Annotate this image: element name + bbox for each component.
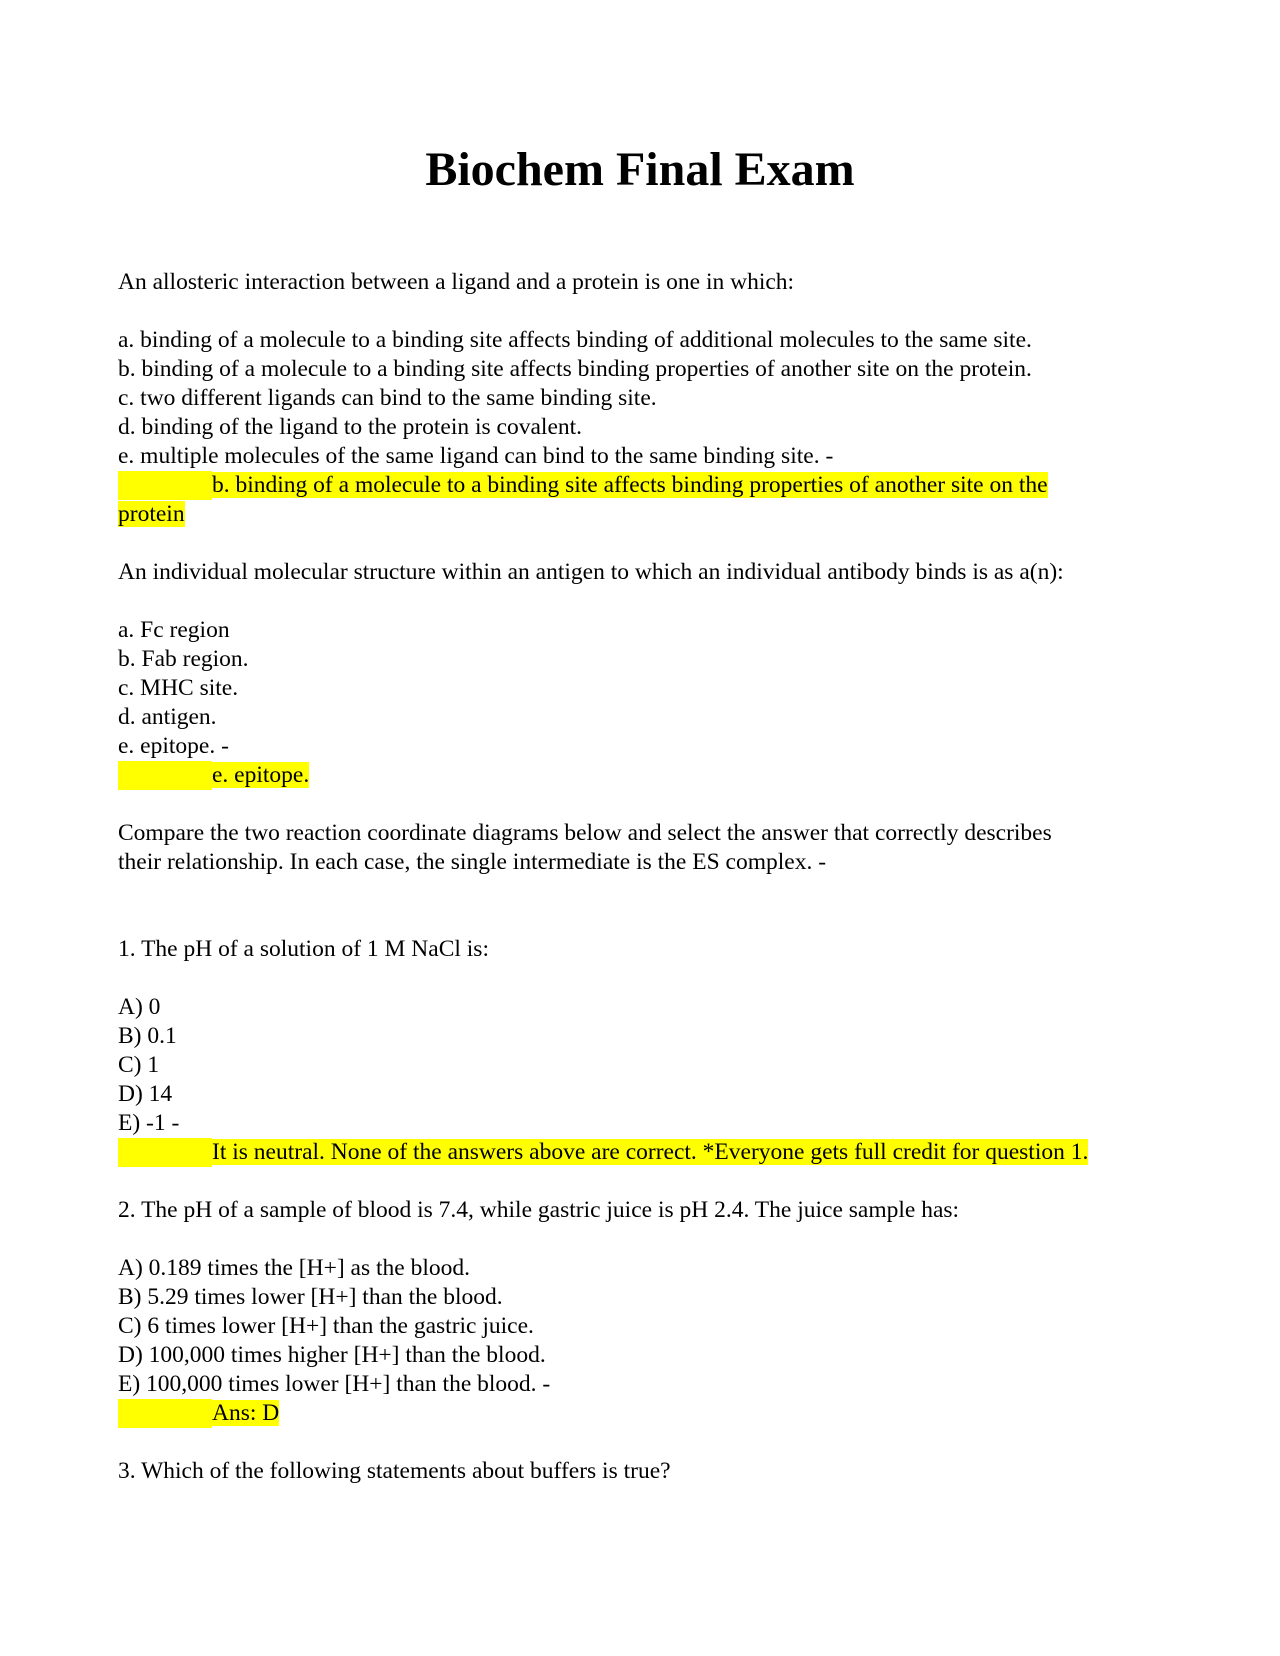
highlighted-answer-text: e. epitope. [212,762,310,788]
question-stem: An allosteric interaction between a ligand and a protein is one in which: [118,269,795,295]
highlighted-answer [118,1138,1168,1167]
question-stem: their relationship. In each case, the single intermediate is the ES complex. - [118,849,827,875]
answer-option: b. Fab region. [118,646,249,672]
document-body [118,268,1168,1486]
highlighted-answer-text: b. binding of a molecule to a binding site affects binding properties of another site on the [212,472,1048,498]
highlighted-answer [118,761,1168,790]
question-stem: 3. Which of the following statements about buffers is true? [118,1458,671,1484]
answer-option: c. MHC site. [118,675,239,701]
question-stem: 2. The pH of a sample of blood is 7.4, while gastric juice is pH 2.4. The juice sample has: [118,1197,960,1223]
document-title: Biochem Final Exam [425,143,855,196]
answer-option: e. multiple molecules of the same ligand can bind to the same binding site. - [118,443,834,469]
highlighted-answer [118,471,1168,500]
answer-option: b. binding of a molecule to a binding site affects binding properties of another site on the protein. [118,356,1032,382]
question-stem: An individual molecular structure within an antigen to which an individual antibody binds is as a(n): [118,559,1064,585]
answer-option: E) 100,000 times lower [H+] than the blood. - [118,1371,551,1397]
highlighted-answer-text: It is neutral. None of the answers above are correct. *Everyone gets full credit for question 1. [212,1139,1089,1165]
highlighted-answer-text: Ans: D [212,1400,280,1426]
answer-option: A) 0.189 times the [H+] as the blood. [118,1255,470,1281]
answer-option: C) 6 times lower [H+] than the gastric juice. [118,1313,534,1339]
answer-option: E) -1 - [118,1110,180,1136]
answer-option: c. two different ligands can bind to the same binding site. [118,385,657,411]
highlighted-answer [118,500,1168,529]
answer-option: a. binding of a molecule to a binding site affects binding of additional molecules to the same site. [118,327,1032,353]
question-stem: 1. The pH of a solution of 1 M NaCl is: [118,936,489,962]
answer-option: e. epitope. - [118,733,229,759]
question-stem: Compare the two reaction coordinate diagrams below and select the answer that correctly describes [118,820,1052,846]
answer-option: D) 100,000 times higher [H+] than the blood. [118,1342,546,1368]
answer-option: C) 1 [118,1052,160,1078]
answer-option: A) 0 [118,994,161,1020]
highlighted-answer-text: protein [118,501,185,527]
highlighted-answer [118,1399,1168,1428]
answer-option: d. binding of the ligand to the protein is covalent. [118,414,583,440]
answer-option: a. Fc region [118,617,230,643]
answer-option: B) 0.1 [118,1023,177,1049]
answer-option: D) 14 [118,1081,173,1107]
answer-option: d. antigen. [118,704,217,730]
answer-option: B) 5.29 times lower [H+] than the blood. [118,1284,503,1310]
